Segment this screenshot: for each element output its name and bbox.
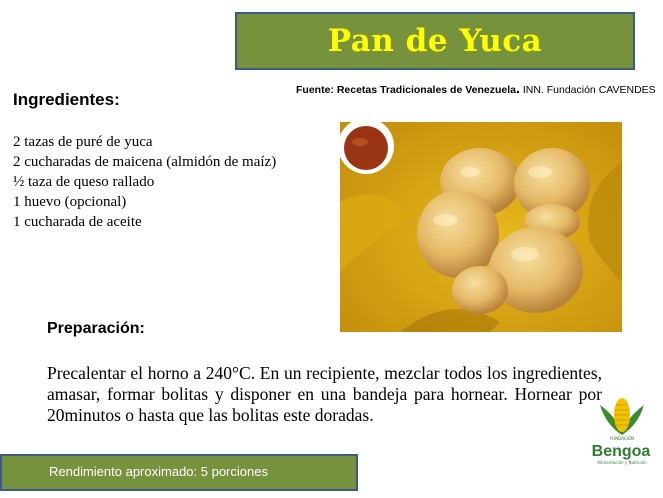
corn-icon	[600, 398, 644, 435]
preparation-text: Precalentar el horno a 240°C. En un recipiente, mezclar todos los ingredientes, amasar, formar bolitas y disponer en una bandeja para hornear. Hornear por 20minutos o hasta que las bolitas este doradas.	[47, 363, 602, 425]
ingredients-heading: Ingredientes:	[13, 90, 120, 109]
source-credit	[296, 80, 656, 96]
ingredient-item: 2 cucharadas de maicena (almidón de maíz)	[13, 154, 277, 170]
ingredient-item: 1 huevo (opcional)	[13, 194, 127, 210]
recipe-title: Pan de Yuca	[327, 23, 543, 59]
pan-de-yuca-photo	[340, 122, 622, 332]
title-banner	[235, 12, 635, 70]
ingredient-item: 1 cucharada de aceite	[13, 214, 142, 230]
source-org: INN. Fundación CAVENDES	[519, 84, 656, 96]
source-dot: .	[516, 80, 520, 96]
logo-top-text: FUNDACIÓN	[609, 436, 635, 441]
logo-tagline: Alimentación y Nutrición	[597, 460, 647, 465]
preparation-heading: Preparación:	[47, 320, 145, 337]
yield-banner	[0, 454, 358, 491]
bengoa-logo	[586, 395, 658, 475]
ingredient-item: ½ taza de queso rallado	[13, 174, 155, 190]
ingredients-list	[13, 132, 276, 232]
source-label: Fuente: Recetas Tradicionales de Venezuela	[296, 84, 517, 96]
yield-text: Rendimiento aproximado: 5 porciones	[49, 464, 268, 479]
ingredient-item: 2 tazas de puré de yuca	[13, 134, 153, 150]
logo-name: Bengoa	[591, 443, 651, 460]
